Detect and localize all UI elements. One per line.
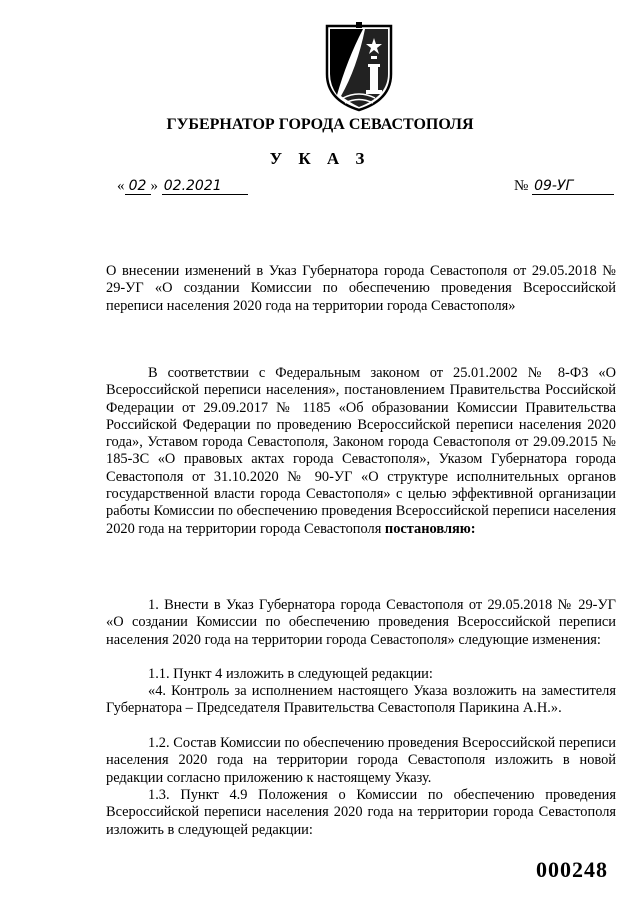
- preamble-paragraph: [106, 365, 616, 538]
- decree-word: постановляю:: [384, 520, 476, 537]
- item-1-2-paragraph: 1.2. Состав Комиссии по обеспечению проведения Всероссийской переписи населения 2020 года на территории города Севастополя изложить в новой редакции согласно приложению к настоящему Указу.: [106, 735, 616, 786]
- number-handwritten: 09-УГ: [532, 178, 614, 195]
- date-month-year-handwritten: 02.2021: [162, 178, 248, 195]
- document-type-title: У К А З: [269, 149, 371, 168]
- document-number: [514, 178, 614, 195]
- serial-number: 000248: [536, 857, 608, 882]
- document-date: [117, 178, 248, 195]
- issuer-heading: ГУБЕРНАТОР ГОРОДА СЕВАСТОПОЛЯ: [166, 116, 474, 133]
- date-close-quote: »: [150, 178, 158, 194]
- date-open-quote: «: [117, 178, 125, 194]
- item-1-paragraph: 1. Внести в Указ Губернатора города Севастополя от 29.05.2018 № 29-УГ «О создании Комиссии по обеспечению проведения Всероссийской переписи населения 2020 года на территории города Севастополя» следующие изменения:: [106, 597, 616, 648]
- sevastopol-coat-of-arms-emblem: [323, 20, 395, 112]
- item-1-3-paragraph: 1.3. Пункт 4.9 Положения о Комиссии по обеспечению проведения Всероссийской переписи населения 2020 года на территории города Севастополя изложить в следующей редакции:: [106, 787, 616, 838]
- number-sign: №: [514, 178, 529, 194]
- date-day-handwritten: 02: [125, 178, 151, 195]
- item-4-quote-paragraph: «4. Контроль за исполнением настоящего Указа возложить на заместителя Губернатора – Председателя Правительства Севастополя Парикина А.Н.».: [106, 683, 616, 717]
- preamble-text: В соответствии с Федеральным законом от 25.01.2002 № 8-ФЗ «О Всероссийской переписи населения», постановлением Правительства Российской Федерации от 29.09.2017 № 1185 «Об образовании Комиссии Правительства Российской Федерации по проведению Всероссийской переписи населения 2020 года», Уставом города Севастополя, Законом города Севастополя от 29.09.2015 № 185-ЗС «О правовых актах города Севастополя», Указом Губернатора города Севастополя от 31.10.2020 № 90-УГ «О структуре исполнительных органов государственной власти города Севастополя» с целью эффективной организации работы Комиссии по обеспечению проведения Всероссийской переписи населения 2020 года на территории города Севастополя: [106, 365, 616, 537]
- item-1-1-paragraph: 1.1. Пункт 4 изложить в следующей редакции:: [148, 666, 433, 682]
- subject-paragraph: О внесении изменений в Указ Губернатора города Севастополя от 29.05.2018 № 29-УГ «О создании Комиссии по обеспечению проведения Всероссийской переписи населения 2020 года на территории города Севастополя»: [106, 263, 616, 314]
